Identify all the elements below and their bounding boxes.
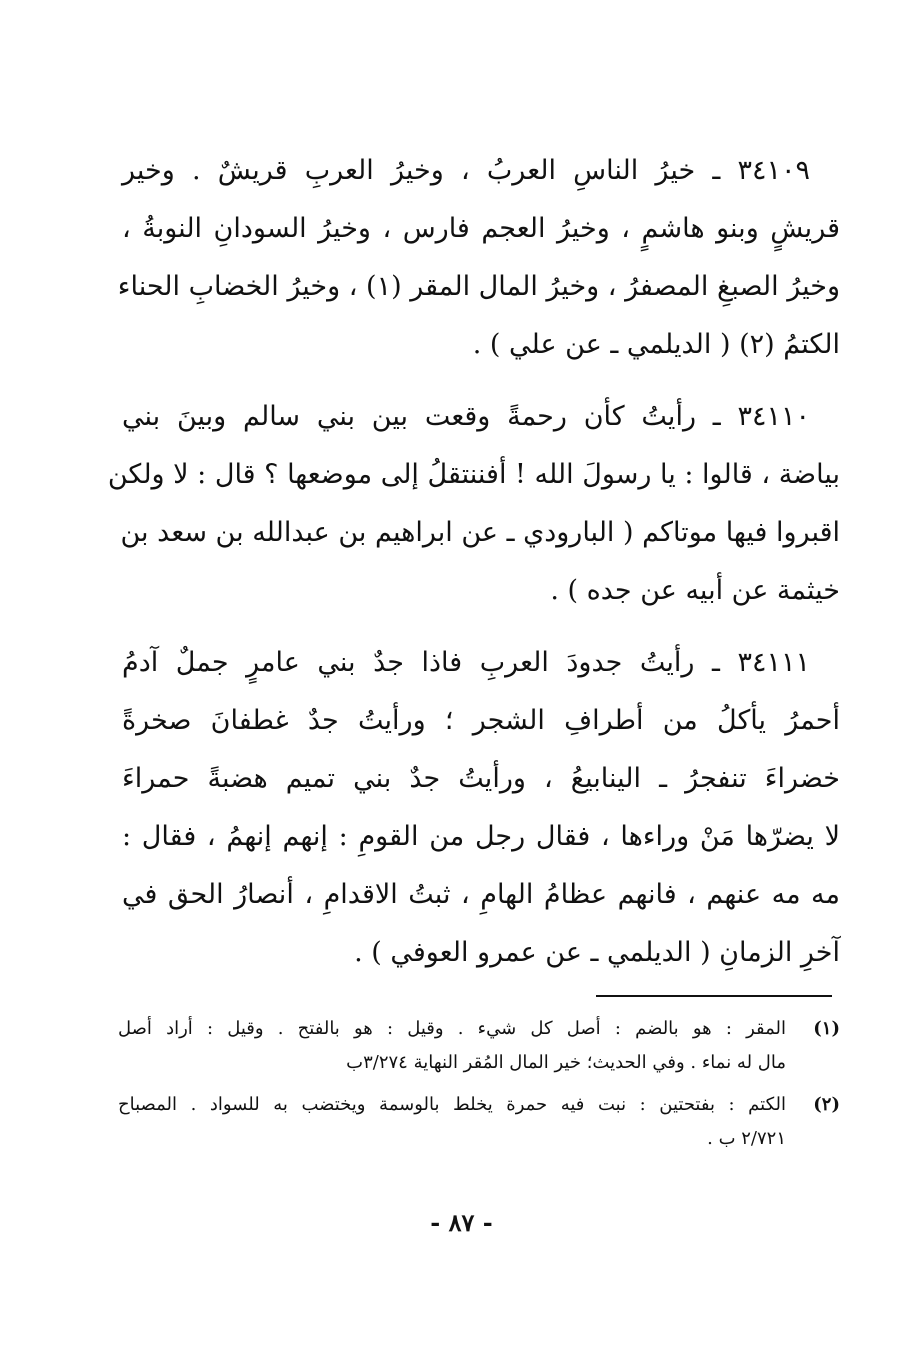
footnote-line: المقر : هو بالضم : أصل كل شيء . وقيل : هو بالفتح . وقيل : أراد أصل xyxy=(118,1018,786,1039)
main-text xyxy=(107,142,840,996)
page-number: - ٨٧ - xyxy=(430,1208,493,1237)
text-line: ٣٤١٠٩ ـ خيرُ الناسِ العربُ ، وخيرُ العربِ قريشٌ . وخير xyxy=(122,155,810,186)
text-line: وخيرُ الصبغِ المصفرُ ، وخيرُ المال المقر (١) ، وخيرُ الخضابِ الحناء xyxy=(117,271,840,302)
footnote-line: ٢/٧٢١ ب . xyxy=(707,1128,786,1149)
footnote-2 xyxy=(118,1088,840,1156)
footnotes xyxy=(118,1012,840,1164)
footnote-line: الكتم : بفتحتين : نبت فيه حمرة يخلط بالوسمة ويختضب به للسواد . المصباح xyxy=(118,1094,786,1115)
text-line: ٣٤١١٠ ـ رأيتُ كأن رحمةً وقعت بين بني سالم وبينَ بني xyxy=(122,401,810,432)
text-line: قريشٍ وبنو هاشمٍ ، وخيرُ العجم فارس ، وخيرُ السودانِ النوبةُ ، xyxy=(122,213,840,244)
text-line: مه مه عنهم ، فانهم عظامُ الهامِ ، ثبتُ الاقدامِ ، أنصارُ الحق في xyxy=(122,879,840,910)
text-line: خضراءَ تنفجرُ ـ الينابيعُ ، ورأيتُ جدٌ بني تميم هضبةً حمراءَ xyxy=(122,763,840,794)
footnote-divider xyxy=(596,995,832,997)
hadith-34109 xyxy=(117,142,840,374)
text-line: ٣٤١١١ ـ رأيتُ جدودَ العربِ فاذا جدٌ بني عامرٍ جملٌ آدمُ xyxy=(122,647,810,678)
text-line: لا يضرّها مَنْ وراءها ، فقال رجل من القومِ : إنهم إنهمُ ، فقال : xyxy=(122,821,840,852)
text-line: أحمرُ يأكلُ من أطرافِ الشجر ؛ ورأيتُ جدٌ غطفانَ صخرةً xyxy=(122,705,840,736)
footnote-1 xyxy=(118,1012,840,1080)
text-line: اقبروا فيها موتاكم ( البارودي ـ عن ابراهيم بن عبدالله بن سعد بن xyxy=(120,517,840,548)
hadith-34111 xyxy=(122,634,840,982)
footnote-line: مال له نماء . وفي الحديث؛ خير المال المُقر النهاية ٣/٢٧٤ب xyxy=(346,1052,786,1073)
text-line: آخرِ الزمانِ ( الديلمي ـ عن عمرو العوفي ) . xyxy=(354,937,840,968)
footnote-number: (٢) xyxy=(813,1094,840,1115)
text-line: الكتمُ (٢) ( الديلمي ـ عن علي ) . xyxy=(472,329,840,360)
text-line: خيثمة عن أبيه عن جده ) . xyxy=(550,575,840,606)
text-line: بياضة ، قالوا : يا رسولَ الله ! أفننتقلُ إلى موضعها ؟ قال : لا ولكن xyxy=(107,459,840,490)
footnote-number: (١) xyxy=(813,1018,840,1039)
hadith-34110 xyxy=(107,388,840,620)
